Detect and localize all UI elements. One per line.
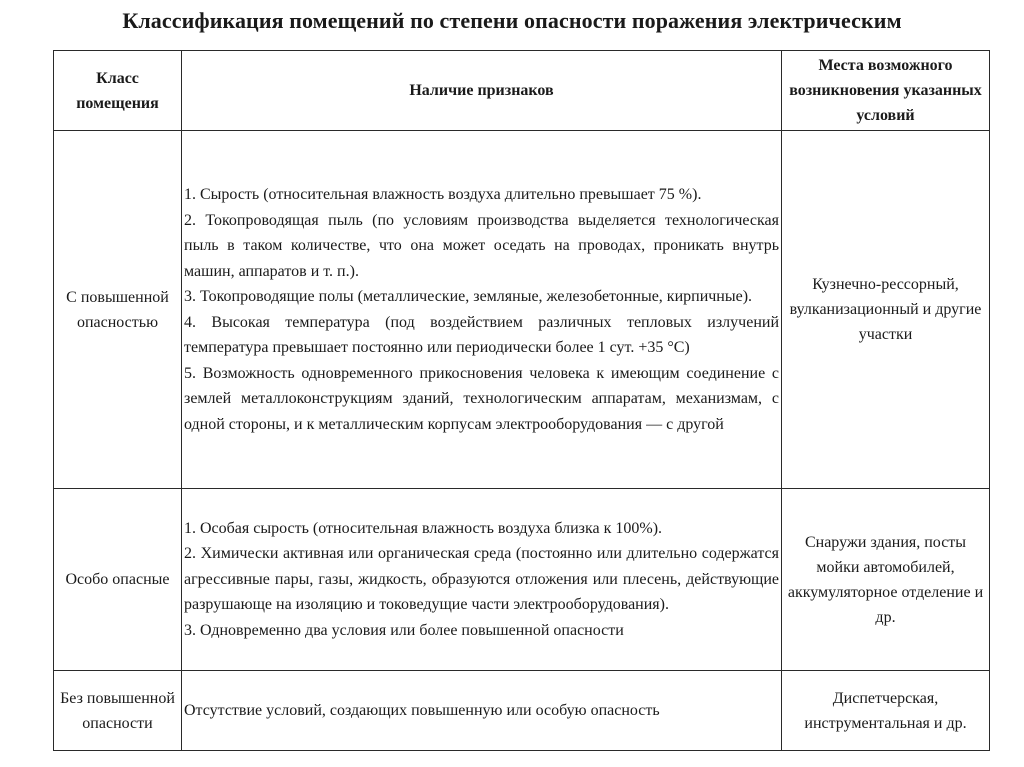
row-features-cell	[182, 489, 782, 671]
page-title: Классификация помещений по степени опасности поражения электрическим	[122, 8, 902, 33]
row-places-cell: Кузнечно-рессорный, вулканизационный и другие участки	[782, 131, 990, 489]
feature-item: 5. Возможность одновременного прикосновения человека к имеющим соединение с землей металлоконструкциям зданий, технологическим аппаратам, механизмам, с одной стороны, и к металлическим корпусам электрооборудования — с другой	[184, 364, 779, 433]
header-places: Места возможного возникновения указанных условий	[782, 51, 990, 131]
row-places-cell: Диспетчерская, инструментальная и др.	[782, 671, 990, 751]
row-features-cell	[182, 671, 782, 751]
feature-item: 1. Особая сырость (относительная влажность воздуха близка к 100%).	[184, 519, 663, 537]
header-features: Наличие признаков	[182, 51, 782, 131]
feature-item: 1. Сырость (относительная влажность воздуха длительно превышает 75 %).	[184, 186, 702, 203]
feature-item: 2. Химически активная или органическая среда (постоянно или длительно содержатся агрессивные пары, газы, жидкость, образуются отложения или плесень, действующие разрушающе на изоляцию и токоведущие части электрооборудования).	[184, 545, 779, 614]
feature-item: 4. Высокая температура (под воздействием различных тепловых излучений температура превышает постоянно или периодически более 1 сут. +35 °С)	[184, 313, 779, 356]
feature-item: Отсутствие условий, создающих повышенную или особую опасность	[184, 701, 660, 719]
table-header-row	[54, 51, 990, 131]
row-places-cell: Снаружи здания, посты мойки автомобилей, аккумуляторное отделение и др.	[782, 489, 990, 671]
row-class-cell: Особо опасные	[54, 489, 182, 671]
table-row	[54, 671, 990, 751]
row-class-cell: С повышенной опасностью	[54, 131, 182, 489]
row-features-cell	[182, 131, 782, 489]
row-class-cell: Без повышенной опасности	[54, 671, 182, 751]
header-class: Класс помещения	[54, 51, 182, 131]
table-row	[54, 489, 990, 671]
table-row	[54, 131, 990, 489]
feature-item: 2. Токопроводящая пыль (по условиям производства выделяется технологическая пыль в таком количестве, что она может оседать на проводах, проникать внутрь машин, аппаратов и т. п.).	[184, 211, 779, 280]
feature-item: 3. Одновременно два условия или более повышенной опасности	[184, 621, 624, 639]
feature-item: 3. Токопроводящие полы (металлические, земляные, железобетонные, кирпичные).	[184, 288, 753, 305]
hazard-classification-table	[53, 50, 990, 751]
